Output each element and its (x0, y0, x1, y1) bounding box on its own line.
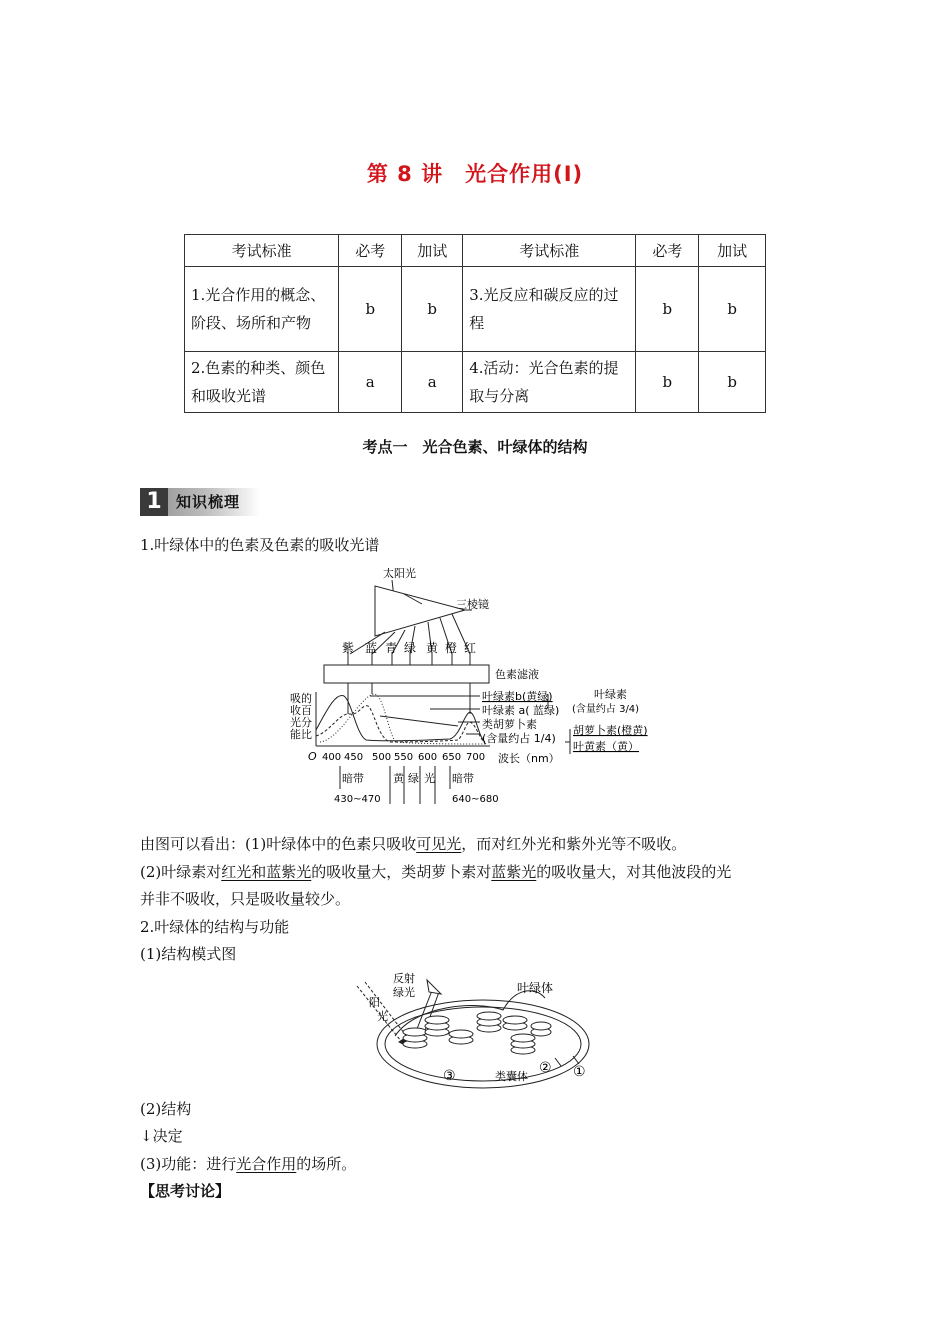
table-cell: b (339, 267, 402, 352)
marker-1: ① (573, 1064, 586, 1080)
sunlight-label: 光 (377, 1010, 388, 1023)
table-header: 加试 (699, 235, 766, 267)
key-term: 光合作用 (236, 1155, 297, 1173)
item2-sub2: (2)结构 (140, 1100, 192, 1118)
text-segment: 的场所。 (296, 1155, 357, 1173)
mid-band-label: 黄 (393, 772, 404, 785)
item1-title: 1.叶绿体中的色素及色素的吸收光谱 (140, 536, 380, 554)
origin-label: O (308, 750, 317, 763)
item2-sub1: (1)结构模式图 (140, 945, 237, 963)
x-tick: 500 (372, 752, 392, 763)
text-segment: ，而对红外光和紫外光等不吸收。 (461, 835, 687, 853)
color-label: 紫 (342, 641, 355, 655)
table-header-row (185, 235, 766, 267)
mid-band-label: 光 (424, 772, 435, 785)
filter-label: 色素滤液 (495, 668, 539, 681)
table-header: 必考 (339, 235, 402, 267)
color-label: 橙 (445, 641, 458, 655)
text-segment: (2)叶绿素对 (140, 863, 222, 881)
y-axis-label: 光分 (290, 716, 312, 729)
band-range-label: 640~680 (452, 794, 499, 805)
color-label: 青 (385, 641, 398, 655)
x-tick: 400 (322, 752, 342, 763)
text-segment: 由图可以看出：(1)叶绿体中的色素只吸收 (140, 835, 417, 853)
table-header: 考试标准 (463, 235, 636, 267)
chlorophyll-share: (含量约占 3/4) (572, 704, 640, 715)
table-cell: 4.活动：光合色素的提取与分离 (463, 352, 636, 413)
carotene-label: 胡萝卜素(橙黄) (573, 724, 648, 737)
table-cell: 1.光合作用的概念、阶段、场所和产物 (185, 267, 339, 352)
key-term: 蓝紫光 (491, 863, 537, 881)
table-cell: a (339, 352, 402, 413)
prism-label: 三棱镜 (456, 598, 489, 611)
x-tick: 600 (418, 752, 438, 763)
chl-a-label: 叶绿素 a( 蓝绿) (482, 704, 560, 717)
chl-b-label: 叶绿素b(黄绿) (482, 690, 553, 703)
mid-band-label: 绿 (408, 772, 419, 785)
table-cell: 2.色素的种类、颜色和吸收光谱 (185, 352, 339, 413)
dark-band-label: 暗带 (452, 772, 474, 785)
thylakoid-label: 类囊体 (495, 1070, 528, 1083)
text-segment: 的吸收量大，对其他波段的光 (536, 863, 732, 881)
table-row (185, 267, 766, 352)
reflected-label: 绿光 (393, 986, 415, 999)
absorption-spectrum-figure (280, 564, 660, 814)
page-title: 第 8 讲 光合作用(Ⅰ) (366, 162, 584, 186)
function-line (140, 1154, 356, 1174)
table-cell: b (402, 267, 463, 352)
marker-3: ③ (443, 1068, 456, 1084)
table-header: 加试 (402, 235, 463, 267)
think-discuss-heading: 【思考讨论】 (140, 1182, 231, 1200)
table-cell: b (699, 267, 766, 352)
sunlight-label: 太阳光 (383, 567, 416, 580)
banner-number: 1 (140, 488, 168, 516)
x-axis-label: 波长（nm） (498, 752, 560, 765)
marker-2: ② (539, 1060, 552, 1076)
knowledge-banner (140, 488, 260, 516)
table-cell: 3.光反应和碳反应的过程 (463, 267, 636, 352)
table-cell: b (636, 352, 699, 413)
key-term: 红光和蓝紫光 (221, 863, 312, 881)
y-axis-label: 收百 (290, 704, 312, 717)
xanthophyll-label: 叶黄素（黄） (573, 740, 639, 753)
reflected-label: 反射 (393, 972, 415, 985)
color-label: 黄 (426, 641, 439, 655)
text-segment: 的吸收量大，类胡萝卜素对 (311, 863, 492, 881)
x-tick: 650 (442, 752, 462, 763)
conclusion-line-1 (140, 834, 686, 854)
table-row (185, 352, 766, 413)
x-tick: 700 (466, 752, 486, 763)
carotenoid-label: 类胡萝卜素 (482, 718, 537, 731)
conclusion-line-3: 并非不吸收，只是吸收量较少。 (140, 890, 351, 908)
key-term: 可见光 (416, 835, 462, 853)
sunlight-label: 阳 (369, 996, 380, 1009)
color-label: 蓝 (365, 641, 378, 655)
color-label: 绿 (404, 641, 417, 655)
decides-line: ↓决定 (140, 1127, 183, 1145)
conclusion-line-2 (140, 862, 731, 882)
table-cell: b (699, 352, 766, 413)
table-header: 考试标准 (185, 235, 339, 267)
y-axis-label: 能比 (290, 728, 312, 741)
text-segment: (3)功能：进行 (140, 1155, 237, 1173)
x-tick: 450 (344, 752, 364, 763)
exam-standards-table (184, 234, 766, 413)
table-cell: a (402, 352, 463, 413)
dark-band-label: 暗带 (342, 772, 364, 785)
banner-label: 知识梳理 (176, 493, 241, 511)
color-label: 红 (464, 641, 477, 655)
y-axis-label: 吸的 (290, 692, 312, 705)
x-tick: 550 (394, 752, 414, 763)
section-heading: 考点一 光合色素、叶绿体的结构 (362, 438, 588, 456)
chloroplast-figure (355, 966, 605, 1094)
chlorophyll-label: 叶绿素 (594, 688, 627, 701)
item2-title: 2.叶绿体的结构与功能 (140, 918, 290, 936)
carotenoid-share: (含量约占 1/4) (482, 732, 556, 745)
table-header: 必考 (636, 235, 699, 267)
chloroplast-label: 叶绿体 (517, 981, 554, 995)
table-cell: b (636, 267, 699, 352)
band-range-label: 430~470 (334, 794, 381, 805)
